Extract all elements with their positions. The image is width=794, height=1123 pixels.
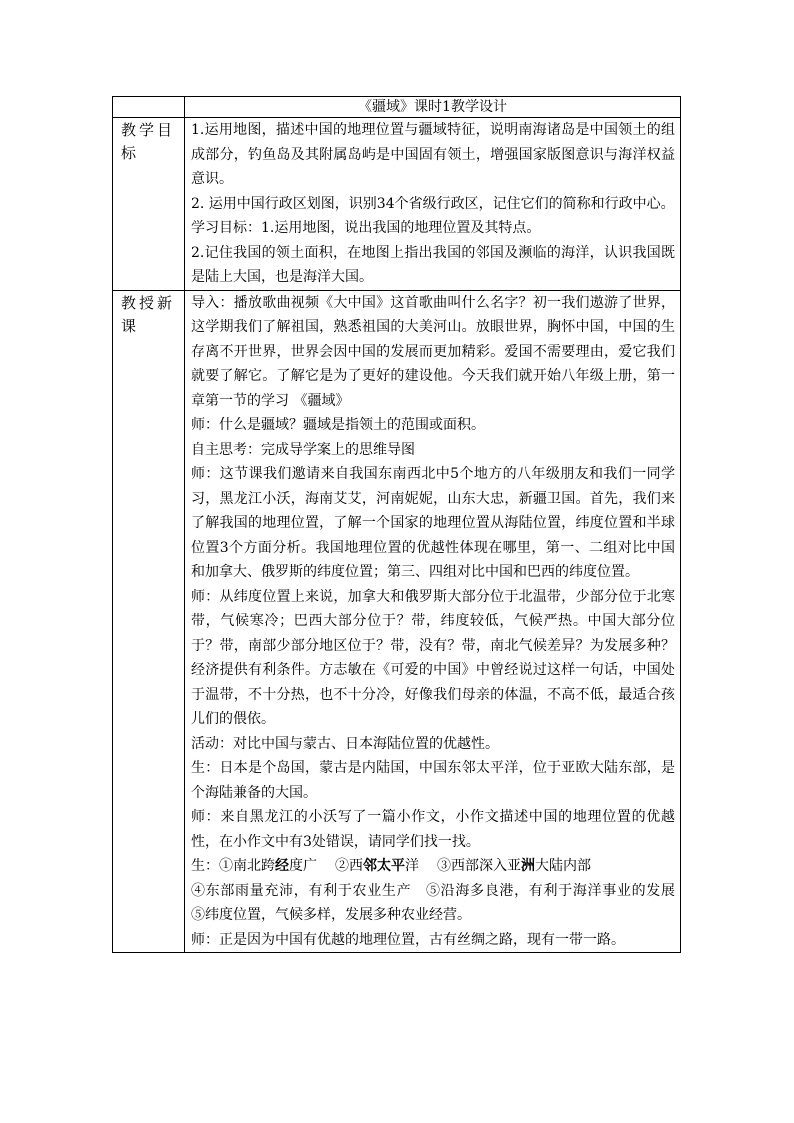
title-empty-cell bbox=[113, 97, 185, 118]
objectives-row bbox=[113, 118, 681, 291]
teaching-paragraph: 师：来自黑龙江的小沃写了一篇小作文，小作文描述中国的地理位置的优越性，在小作文中有3处错误，请同学们找一找。 bbox=[191, 809, 675, 850]
answer-item2-post: 洋 bbox=[405, 858, 419, 874]
teaching-paragraph: 导入：播放歌曲视频《大中国》这首歌曲叫什么名字？初一我们遨游了世界，这学期我们了解祖国，熟悉祖国的大美河山。放眼世界，胸怀中国，中国的生存离不开世界，世界会因中国的发展而更加精彩。爱国不需要理由，爱它我们就要了解它。了解它是为了更好的建设他。今天我们就开始八年级上册，第一章第一节的学习 《疆域》 bbox=[191, 294, 675, 409]
objective-paragraph: 2.记住我国的领土面积，在地图上指出我国的邻国及濒临的海洋，认识我国既是陆上大国，也是海洋大国。 bbox=[191, 244, 675, 285]
answer-item3-pre: ③西部深入亚 bbox=[437, 858, 521, 874]
teaching-label: 教授新课 bbox=[113, 290, 185, 953]
objectives-label: 教学目标 bbox=[113, 118, 185, 291]
answer-bold-1: 经 bbox=[275, 858, 289, 874]
answer-mid-1: 度广 bbox=[289, 858, 317, 874]
answer-item3-post: 大陆内部 bbox=[535, 858, 591, 874]
objective-paragraph: 学习目标：1.运用地图，说出我国的地理位置及其特点。 bbox=[191, 220, 541, 236]
teaching-paragraph: 师：正是因为中国有优越的地理位置，古有丝绸之路，现有一带一路。 bbox=[191, 931, 625, 948]
teaching-paragraph: 自主思考：完成导学案上的思维导图 bbox=[191, 441, 415, 458]
answer-bold-3: 洲 bbox=[521, 858, 535, 874]
teaching-paragraph: 师：从纬度位置上来说，加拿大和俄罗斯大部分位于北温带，少部分位于北寒带，气候寒冷；巴西大部分位于？带，纬度较低，气候严热。中国大部分位于？带，南部少部分地区位于？带，没有？带，南北气候差异？为发展多种？经济提供有利条件。方志敏在《可爱的中国》中曾经说过这样一句话，中国处于温带，不十分热，也不十分冷，好像我们母亲的体温，不高不低，最适合孩儿们的偎依。 bbox=[191, 588, 675, 727]
teaching-paragraph: 师：这节课我们邀请来自我国东南西北中5个地方的八年级朋友和我们一同学习，黑龙江小沃，海南艾艾，河南妮妮，山东大忠，新疆卫国。首先，我们来了解我国的地理位置，了解一个国家的地理位置从海陆位置，纬度位置和半球位置3个方面分析。我国地理位置的优越性体现在哪里，第一、二组对比中国和加拿大、俄罗斯的纬度位置；第三、四组对比中国和巴西的纬度位置。 bbox=[191, 466, 675, 580]
objective-paragraph: 2. 运用中国行政区划图，识别34个省级行政区，记住它们的简称和行政中心。 bbox=[191, 195, 675, 212]
answer-prefix: 生：①南北跨 bbox=[191, 858, 275, 874]
teaching-paragraph: ④东部雨量充沛，有利于农业生产 ⑤沿海多良港，有利于海洋事业的发展 ⑤纬度位置，气候多样，发展多种农业经营。 bbox=[191, 882, 689, 923]
student-answer-line bbox=[191, 854, 675, 879]
teaching-paragraph: 活动：对比中国与蒙古、日本海陆位置的优越性。 bbox=[191, 735, 499, 752]
objectives-content bbox=[185, 118, 681, 291]
teaching-paragraph: 生：日本是个岛国，蒙古是内陆国，中国东邻太平洋，位于亚欧大陆东部，是个海陆兼备的大国。 bbox=[191, 760, 675, 801]
lesson-plan-table bbox=[112, 96, 689, 953]
answer-bold-2: 邻太平 bbox=[363, 858, 405, 874]
teaching-row bbox=[113, 290, 681, 953]
objective-paragraph: 1.运用地图，描述中国的地理位置与疆域特征，说明南海诸岛是中国领土的组成部分，钓鱼岛及其附属岛屿是中国固有领土，增强国家版图意识与海洋权益意识。 bbox=[191, 122, 675, 187]
document-title: 《疆域》课时1教学设计 bbox=[185, 97, 681, 118]
title-row bbox=[113, 97, 681, 118]
teaching-paragraph: 师：什么是疆域？疆域是指领土的范围或面积。 bbox=[191, 417, 485, 433]
teaching-content bbox=[185, 290, 689, 953]
answer-item2-pre: ②西 bbox=[335, 858, 363, 874]
